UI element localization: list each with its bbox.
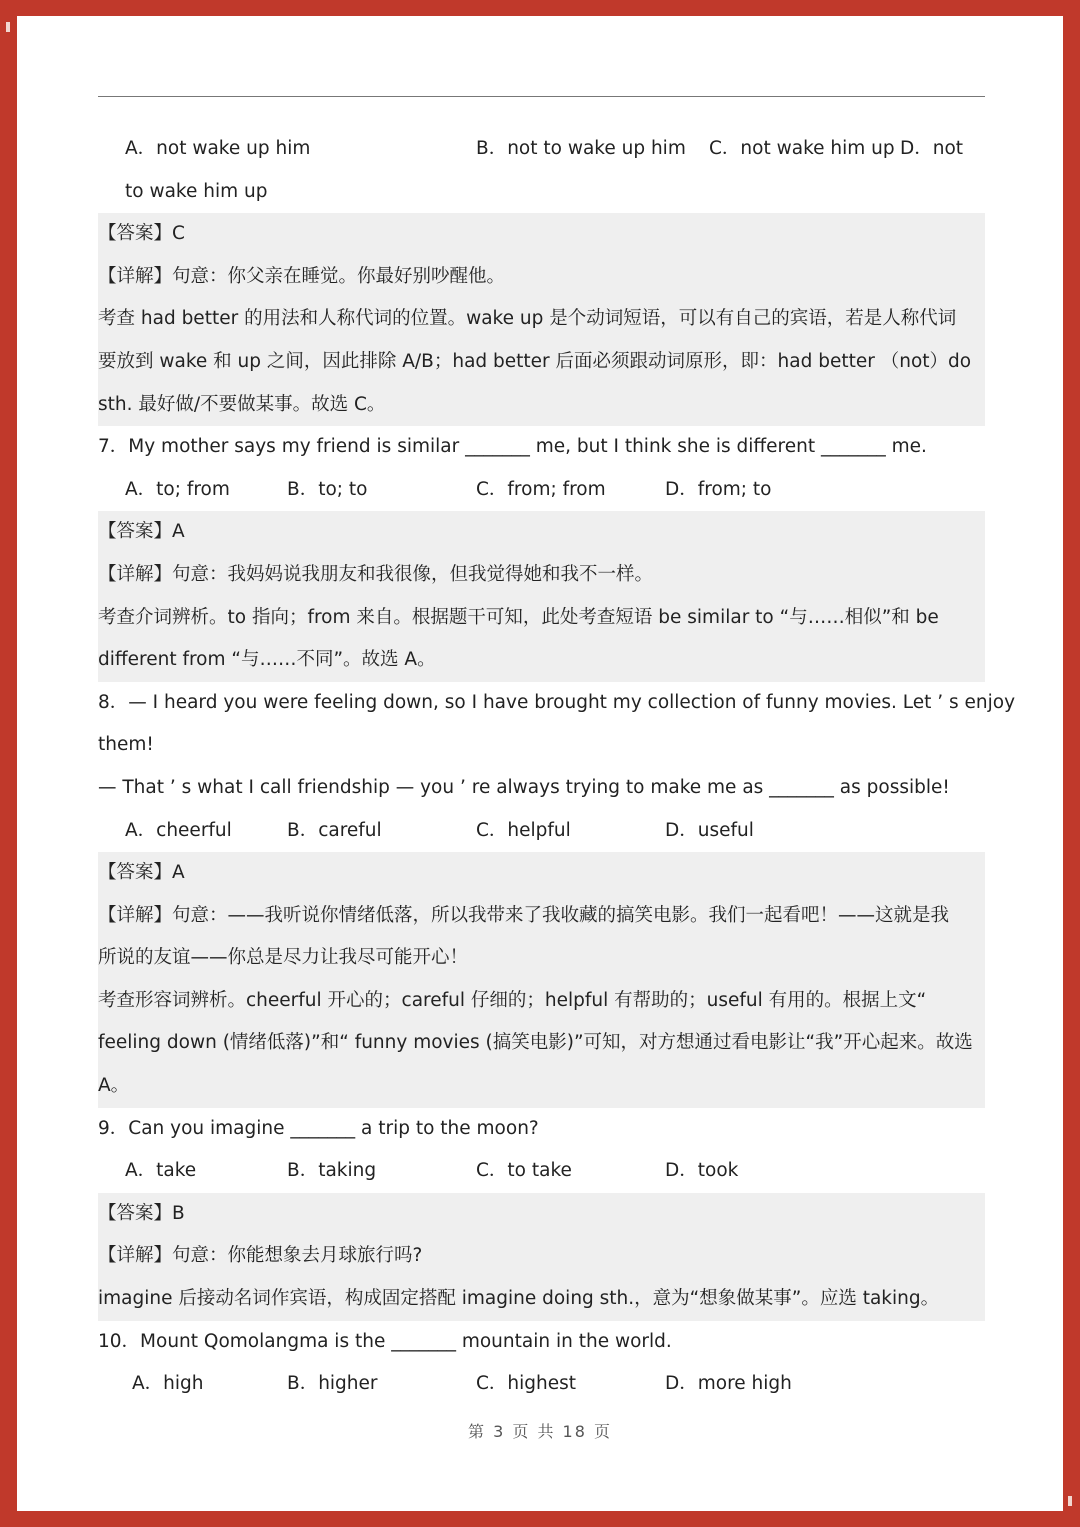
q8-answer-block [98,852,985,1108]
explanation-line: imagine 后接动名词作宾语，构成固定搭配 imagine doing sth.，意为“想象做某事”。应选 taking。 [98,1288,940,1310]
q6-answer-block [98,213,985,426]
answer-label: 【答案】A [98,521,185,543]
q8-stem-line: them! [98,734,154,756]
q10-options [98,1363,985,1406]
explanation-line: different from “与……不同”。故选 A。 [98,649,436,671]
option-b: B．not to wake up him [476,138,686,159]
detail-text: 【详解】句意：我妈妈说我朋友和我很像，但我觉得她和我不一样。 [98,563,654,585]
explanation-line: 考查形容词辨析。cheerful 开心的；careful 仔细的；helpful 有帮助的；useful 有用的。根据上文“ [98,989,927,1011]
option-c: C．to take [476,1160,572,1182]
option-d: D．not [900,138,964,159]
option-b: B．careful [287,819,382,841]
q8-options [98,810,985,853]
option-a: A．not wake up him [125,138,311,159]
q9-stem: 9．Can you imagine _______ a trip to the moon? [98,1117,539,1139]
explanation-line: feeling down (情绪低落)”和“ funny movies (搞笑电影)”可知，对方想通过看电影让“我”开心起来。故选 [98,1032,973,1054]
q7-options [98,469,985,512]
option-a: A．cheerful [125,819,232,841]
option-c: C．from; from [476,478,606,500]
explanation-line: sth. 最好做/不要做某事。故选 C。 [98,393,386,415]
detail-text: 所说的友谊——你总是尽力让我尽可能开心！ [98,947,469,969]
detail-text: 【详解】句意：你能想象去月球旅行吗? [98,1245,423,1267]
answer-label: 【答案】B [98,1202,185,1224]
q9-options [98,1150,985,1193]
option-a: A．high [132,1373,204,1395]
header-rule [98,96,985,97]
q7-answer-block [98,511,985,681]
option-b: B．higher [287,1373,378,1395]
option-a: A．take [125,1160,197,1182]
option-d: D．took [665,1160,739,1182]
page-number-footer: 第 3 页 共 18 页 [468,1422,612,1441]
q6-options [98,128,985,171]
explanation-line: 考查介词辨析。to 指向；from 来自。根据题干可知，此处考查短语 be similar to “与……相似”和 be [98,606,939,628]
option-b: B．to; to [287,478,368,500]
explanation-line: 考查 had better 的用法和人称代词的位置。wake up 是个动词短语，可以有自己的宾语，若是人称代词 [98,308,957,330]
q10-stem: 10．Mount Qomolangma is the _______ mountain in the world. [98,1330,672,1352]
exercise-content [98,128,1016,1406]
option-a: A．to; from [125,478,230,500]
option-d: D．from; to [665,478,772,500]
detail-text: 【详解】句意：——我听说你情绪低落，所以我带来了我收藏的搞笑电影。我们一起看吧！——这就是我 [98,904,950,926]
q8-stem-line: 8．— I heard you were feeling down, so I have brought my collection of funny movies. Let ’ s enjoy [98,691,1016,713]
option-d: D．more high [665,1373,792,1395]
q9-answer-block [98,1193,985,1321]
border-ornament [1068,1496,1072,1506]
detail-text: 【详解】句意：你父亲在睡觉。你最好别吵醒他。 [98,265,506,287]
q7-stem: 7．My mother says my friend is similar _______ me, but I think she is different _______ me. [98,436,927,458]
option-c: C．highest [476,1373,577,1395]
option-b: B．taking [287,1160,377,1182]
explanation-line: 要放到 wake 和 up 之间，因此排除 A/B；had better 后面必须跟动词原形，即：had better （not）do [98,350,972,372]
option-c: C．not wake him up [709,138,895,159]
answer-label: 【答案】C [98,223,185,245]
q6-option-wrap: to wake him up [125,180,268,202]
explanation-line: A。 [98,1075,130,1097]
border-ornament [6,22,10,32]
option-c: C．helpful [476,819,571,841]
q8-stem-line: — That ’ s what I call friendship — you ’ re always trying to make me as _______ as possible! [98,776,950,798]
option-d: D．useful [665,819,754,841]
answer-label: 【答案】A [98,862,185,884]
